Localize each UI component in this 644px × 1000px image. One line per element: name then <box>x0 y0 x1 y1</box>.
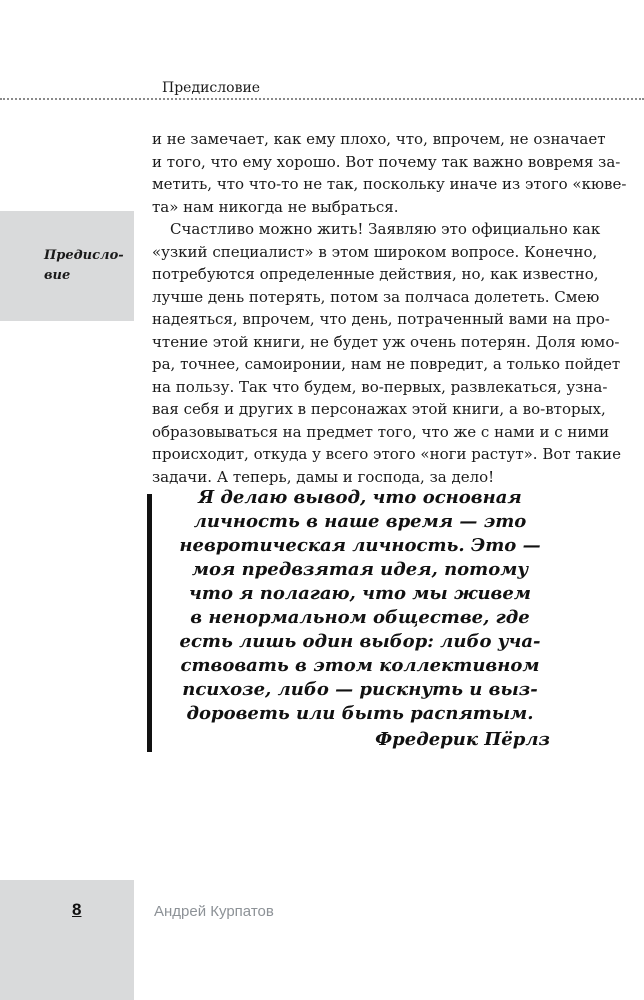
body-line: задачи. А теперь, дамы и господа, за дело! <box>152 467 495 486</box>
epigraph-author: Фредерик Пёрлз <box>375 729 550 750</box>
section-side-tab-label <box>44 246 130 286</box>
epigraph-line: моя предвзятая идея, потому <box>191 559 529 580</box>
body-line: «узкий специалист» в этом широком вопросе. Конечно, <box>152 242 598 261</box>
side-tab-label-line: Предисло- <box>44 248 124 263</box>
body-line: происходит, откуда у всего этого «ноги растут». Вот такие <box>152 445 621 463</box>
body-line: и не замечает, как ему плохо, что, впрочем, не означает <box>152 130 606 148</box>
body-line: вая себя и других в персонажах этой книги, а во-вторых, <box>152 400 606 418</box>
side-tab-label-line: вие <box>44 268 71 283</box>
body-line: Счастливо можно жить! Заявляю это официально как <box>170 220 601 238</box>
body-line: чтение этой книги, не будет уж очень потерян. Доля юмо- <box>152 332 620 351</box>
epigraph-line: что я полагаю, что мы живем <box>189 583 531 604</box>
epigraph-line: невротическая личность. Это — <box>179 535 541 556</box>
body-line: потребуются определенные действия, но, как известно, <box>152 265 599 283</box>
body-line: и того, что ему хорошо. Вот почему так важно вовремя за- <box>152 152 621 171</box>
footer-author-name: Андрей Курпатов <box>154 903 274 920</box>
epigraph-quote <box>160 486 560 726</box>
footer-page-tab <box>0 880 134 1000</box>
running-header-title: Предисловие <box>162 80 261 96</box>
body-text <box>152 128 627 488</box>
body-line: лучше день потерять, потом за полчаса долететь. Смею <box>152 287 600 306</box>
epigraph-line: личность в наше время — это <box>193 511 527 532</box>
body-line: метить, что что-то не так, поскольку иначе из этого «кюве- <box>152 175 627 193</box>
body-line: та» нам никогда не выбраться. <box>152 197 399 216</box>
epigraph-line: психозе, либо — рискнуть и выз- <box>182 679 538 700</box>
epigraph-vertical-bar <box>147 494 152 752</box>
page-number: 8 <box>72 900 82 919</box>
body-line: ра, точнее, самоиронии, нам не повредит, а только пойдет <box>152 355 621 373</box>
epigraph-line: дороветь или быть распятым. <box>186 703 534 724</box>
epigraph-line: ствовать в этом коллективном <box>180 655 540 676</box>
epigraph-line: есть лишь один выбор: либо уча- <box>179 631 541 652</box>
header-dotted-rule <box>0 98 644 100</box>
body-line: образовываться на предмет того, что же с нами и с ними <box>152 422 610 441</box>
body-line: надеяться, впрочем, что день, потраченный вами на про- <box>152 310 610 328</box>
body-line: на пользу. Так что будем, во-первых, развлекаться, узна- <box>152 377 608 396</box>
epigraph-line: в ненормальном обществе, где <box>190 607 530 628</box>
epigraph-line: Я делаю вывод, что основная <box>198 487 522 508</box>
